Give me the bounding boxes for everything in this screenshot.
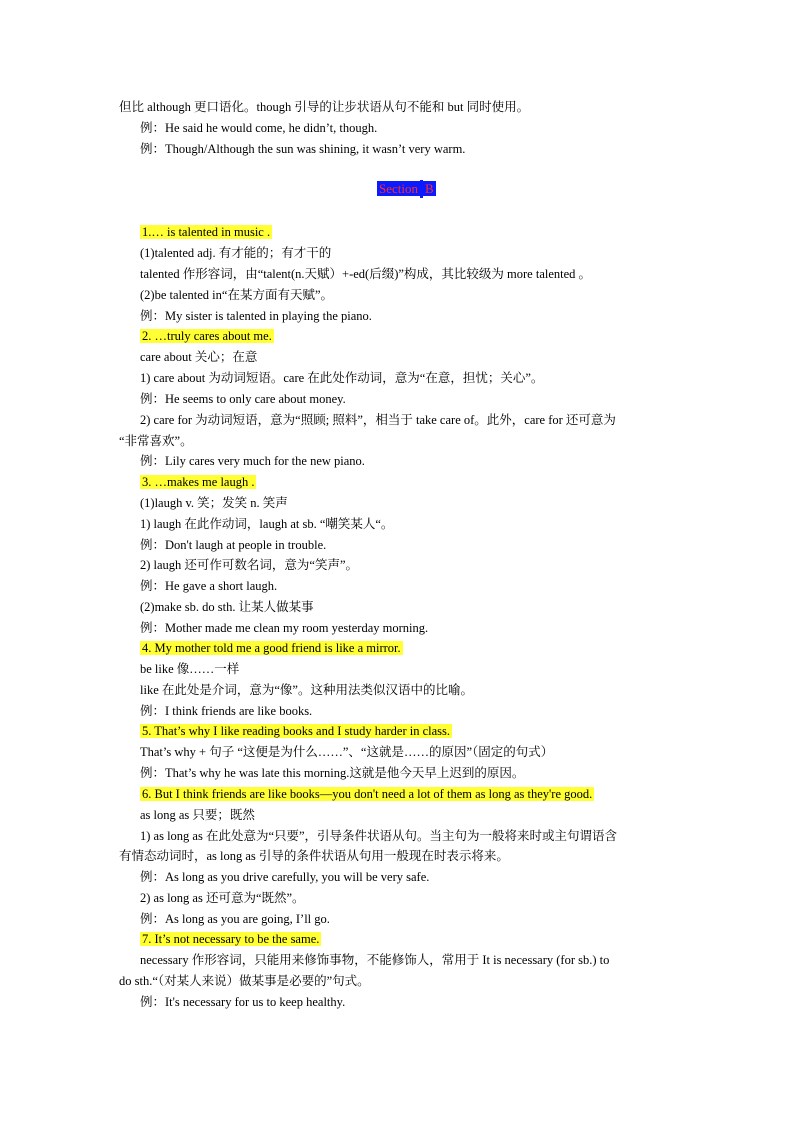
example-line: 例：Don't laugh at people in trouble. [140,538,327,552]
text-line: (1)talented adj. 有才能的；有才干的 [140,246,332,260]
text-line: (2)be talented in“在某方面有天赋”。 [140,288,334,302]
text-line: 1) as long as 在此处意为“只要”，引导条件状语从句。当主句为一般将来时或主句谓语含 [140,829,618,843]
text-line: as long as 只要；既然 [140,808,255,822]
text-line: 但比 although 更口语化。though 引导的让步状语从句不能和 but 同时使用。 [119,100,530,114]
example-line: 例：I think friends are like books. [140,704,313,718]
text-line: 1) laugh 在此作动词，laugh at sb. “嘲笑某人“。 [140,517,394,531]
text-line: necessary 作形容词，只能用来修饰事物，不能修饰人，常用于 It is necessary (for sb.) to [140,953,610,967]
text-line: 有情态动词时，as long as 引导的条件状语从句用一般现在时表示将来。 [119,849,509,863]
item-heading: 3. …makes me laugh . [142,475,255,489]
item-heading: 2. …truly cares about me. [142,329,272,343]
example-line: 例：As long as you drive carefully, you will be very safe. [140,870,430,884]
text-line: That’s why + 句子 “这便是为什么……”、“这就是……的原因”（固定的句式） [140,745,554,759]
example-line: 例：He gave a short laugh. [140,579,278,593]
example-line: 例：Mother made me clean my room yesterday morning. [140,621,429,635]
text-line: 2) care for 为动词短语，意为“照顾; 照料”，相当于 take care of。此外，care for 还可意为 [140,413,616,427]
item-heading: 5. That’s why I like reading books and I study harder in class. [142,724,451,738]
example-line: 例：He seems to only care about money. [140,392,346,406]
item-heading: 4. My mother told me a good friend is like a mirror. [142,641,401,655]
example-line: 例：He said he would come, he didn’t, though. [140,121,378,135]
example-line: 例：Lily cares very much for the new piano. [140,454,365,468]
section-heading-label: Section [379,181,418,196]
item-heading: 1.… is talented in music . [142,225,271,239]
item-heading: 6. But I think friends are like books—you don't need a lot of them as long as they're good. [142,787,593,801]
text-line: 1) care about 为动词短语。care 在此处作动词，意为“在意，担忧；关心”。 [140,371,544,385]
example-line: 例：It's necessary for us to keep healthy. [140,995,346,1009]
example-line: 例：As long as you are going, I’ll go. [140,912,330,926]
example-line: 例：My sister is talented in playing the piano. [140,309,372,323]
text-line: like 在此处是介词，意为“像”。这种用法类似汉语中的比喻。 [140,683,473,697]
text-line: do sth.“（对某人来说）做某事是必要的”句式。 [119,974,370,988]
text-line: talented 作形容词，由“talent(n.天赋）+-ed(后缀)”构成，其比较级为 more talented 。 [140,267,592,281]
text-line: (1)laugh v. 笑；发笑 n. 笑声 [140,496,288,510]
text-line: 2) laugh 还可作可数名词，意为“笑声”。 [140,558,359,572]
text-line: (2)make sb. do sth. 让某人做某事 [140,600,314,614]
text-line: care about 关心；在意 [140,350,258,364]
text-line: “非常喜欢”。 [119,434,193,448]
text-line: be like 像……一样 [140,662,240,676]
example-line: 例：That’s why he was late this morning.这就是他今天早上迟到的原因。 [140,766,525,780]
section-heading [377,180,436,198]
text-line: 2) as long as 还可意为“既然”。 [140,891,305,905]
item-heading: 7. It’s not necessary to be the same. [142,932,320,946]
example-line: 例：Though/Although the sun was shining, it wasn’t very warm. [140,142,466,156]
section-heading-letter: B [425,181,434,196]
